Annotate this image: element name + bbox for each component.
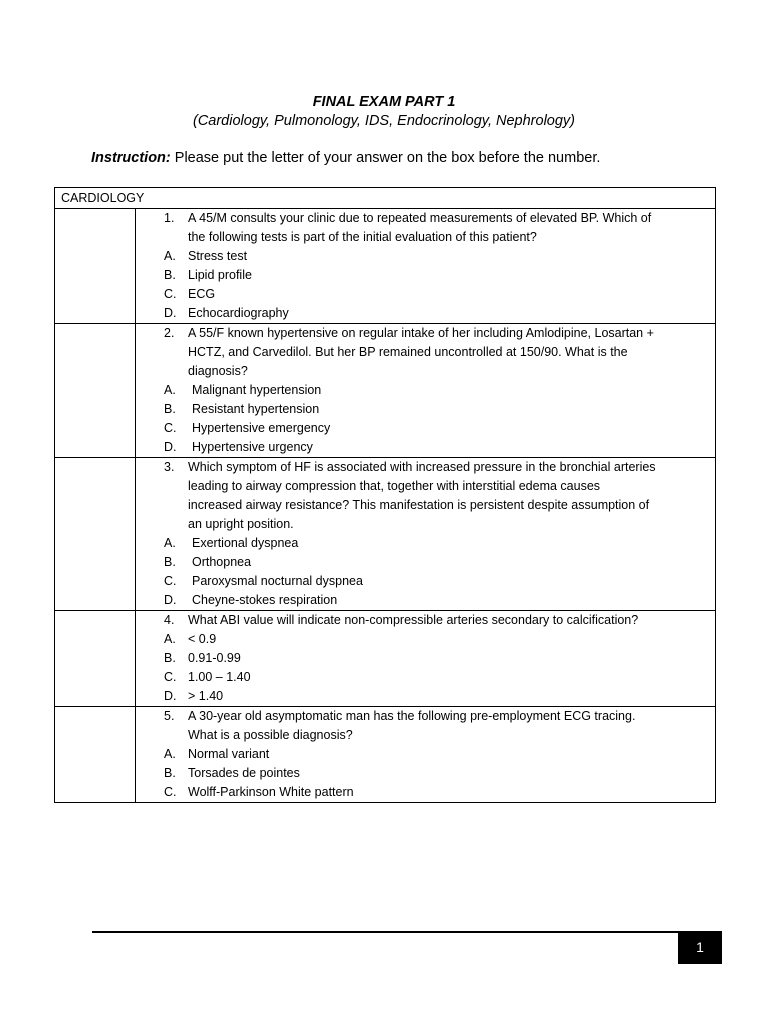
option-text: Stress test (188, 249, 248, 263)
option-letter: C. (164, 287, 177, 301)
question-number: 4. (164, 613, 175, 627)
question-number: 5. (164, 709, 175, 723)
question-text: What is a possible diagnosis? (188, 728, 353, 742)
instruction (91, 150, 600, 166)
section-row (55, 188, 716, 209)
option-letter: A. (164, 747, 176, 761)
question-row (55, 458, 716, 611)
answer-option (136, 668, 709, 687)
option-text: 0.91-0.99 (188, 651, 241, 665)
question-text-line (136, 611, 709, 630)
option-letter: B. (164, 402, 176, 416)
option-letter: C. (164, 574, 177, 588)
answer-box[interactable] (55, 324, 136, 458)
option-text: 1.00 – 1.40 (188, 670, 251, 684)
question-text-line (136, 343, 709, 362)
question-number: 1. (164, 211, 175, 225)
answer-option (136, 381, 709, 400)
answer-option (136, 572, 709, 591)
question-row (55, 324, 716, 458)
question-text-line (136, 726, 709, 745)
option-letter: A. (164, 249, 176, 263)
option-letter: C. (164, 670, 177, 684)
option-letter: C. (164, 785, 177, 799)
question-text: an upright position. (188, 517, 294, 531)
answer-option (136, 745, 709, 764)
option-text: ECG (188, 287, 216, 301)
exam-title: FINAL EXAM PART 1 (312, 94, 456, 110)
option-letter: A. (164, 383, 176, 397)
answer-option (136, 400, 709, 419)
footer-rule (92, 931, 680, 933)
option-text: Wolff-Parkinson White pattern (188, 785, 354, 799)
question-text-line (136, 458, 709, 477)
answer-option (136, 687, 709, 706)
question-text: leading to airway compression that, together with interstitial edema causes (188, 479, 601, 493)
question-cell (136, 707, 716, 803)
question-row (55, 611, 716, 707)
option-text: Hypertensive urgency (192, 440, 313, 454)
question-number: 2. (164, 326, 175, 340)
exam-subtitle: (Cardiology, Pulmonology, IDS, Endocrinology, Nephrology) (192, 113, 576, 129)
question-text: A 55/F known hypertensive on regular intake of her including Amlodipine, Losartan + (188, 326, 654, 340)
question-text: the following tests is part of the initial evaluation of this patient? (188, 230, 537, 244)
option-letter: D. (164, 689, 177, 703)
question-text-line (136, 515, 709, 534)
exam-table (54, 187, 716, 803)
answer-option (136, 553, 709, 572)
answer-option (136, 285, 709, 304)
option-text: Exertional dyspnea (192, 536, 299, 550)
answer-option (136, 764, 709, 783)
answer-option (136, 783, 709, 802)
instruction-text: Please put the letter of your answer on the box before the number. (170, 150, 601, 166)
option-letter: B. (164, 651, 176, 665)
option-text: Echocardiography (188, 306, 289, 320)
option-letter: B. (164, 555, 176, 569)
option-letter: D. (164, 593, 177, 607)
answer-option (136, 247, 709, 266)
option-text: Orthopnea (192, 555, 252, 569)
option-letter: A. (164, 536, 176, 550)
option-text: Torsades de pointes (188, 766, 300, 780)
answer-option (136, 534, 709, 553)
question-row (55, 209, 716, 324)
instruction-label: Instruction: (91, 150, 171, 166)
option-text: Lipid profile (188, 268, 252, 282)
option-letter: B. (164, 268, 176, 282)
question-cell (136, 209, 716, 324)
question-number: 3. (164, 460, 175, 474)
question-text-line (136, 324, 709, 343)
answer-option (136, 630, 709, 649)
question-text: HCTZ, and Carvedilol. But her BP remained uncontrolled at 150/90. What is the (188, 345, 628, 359)
question-text-line (136, 707, 709, 726)
option-letter: B. (164, 766, 176, 780)
question-cell (136, 458, 716, 611)
option-text: Resistant hypertension (192, 402, 320, 416)
option-text: > 1.40 (188, 689, 224, 703)
option-text: Paroxysmal nocturnal dyspnea (192, 574, 363, 588)
option-text: Cheyne-stokes respiration (192, 593, 338, 607)
option-text: Normal variant (188, 747, 270, 761)
answer-option (136, 649, 709, 668)
question-text-line (136, 496, 709, 515)
option-letter: D. (164, 440, 177, 454)
question-cell (136, 611, 716, 707)
question-text-line (136, 209, 709, 228)
answer-box[interactable] (55, 611, 136, 707)
question-text: A 30-year old asymptomatic man has the following pre-employment ECG tracing. (188, 709, 636, 723)
question-text: What ABI value will indicate non-compressible arteries secondary to calcification? (188, 613, 639, 627)
option-text: < 0.9 (188, 632, 217, 646)
answer-option (136, 438, 709, 457)
answer-box[interactable] (55, 707, 136, 803)
page-number: 1 (678, 931, 722, 964)
question-row (55, 707, 716, 803)
option-letter: A. (164, 632, 176, 646)
answer-option (136, 266, 709, 285)
question-text: A 45/M consults your clinic due to repeated measurements of elevated BP. Which of (188, 211, 652, 225)
question-text-line (136, 228, 709, 247)
option-letter: D. (164, 306, 177, 320)
question-text-line (136, 477, 709, 496)
option-letter: C. (164, 421, 177, 435)
answer-option (136, 591, 709, 610)
answer-box[interactable] (55, 458, 136, 611)
answer-option (136, 419, 709, 438)
question-text: increased airway resistance? This manifestation is persistent despite assumption of (188, 498, 650, 512)
question-text-line (136, 362, 709, 381)
answer-option (136, 304, 709, 323)
option-text: Malignant hypertension (192, 383, 322, 397)
section-title: CARDIOLOGY (55, 188, 716, 209)
answer-box[interactable] (55, 209, 136, 324)
option-text: Hypertensive emergency (192, 421, 331, 435)
question-text: diagnosis? (188, 364, 248, 378)
question-text: Which symptom of HF is associated with increased pressure in the bronchial arteries (188, 460, 656, 474)
question-cell (136, 324, 716, 458)
